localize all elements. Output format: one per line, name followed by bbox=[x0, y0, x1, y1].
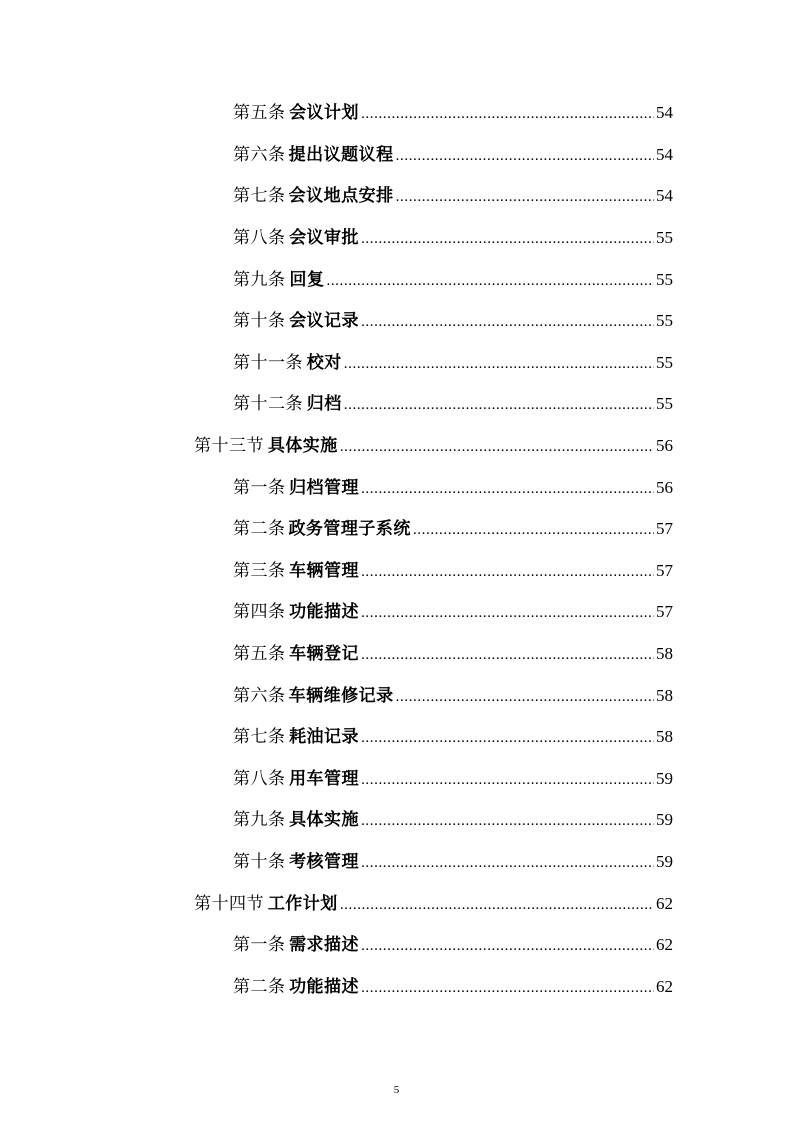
toc-entry-page: 55 bbox=[656, 352, 673, 372]
toc-entry-number: 第十四节 bbox=[194, 893, 264, 914]
toc-entry-page: 58 bbox=[656, 644, 673, 664]
toc-entry-title: 车辆管理 bbox=[289, 560, 360, 581]
toc-article-entry[interactable] bbox=[0, 714, 793, 756]
toc-entry-number: 第一条 bbox=[233, 477, 286, 498]
toc-entry-page: 55 bbox=[656, 311, 673, 331]
toc-entry-title: 考核管理 bbox=[289, 851, 360, 872]
toc-dot-leader bbox=[361, 481, 654, 498]
toc-dot-leader bbox=[396, 689, 654, 706]
toc-entry-title: 用车管理 bbox=[289, 768, 360, 789]
toc-entry-title: 校对 bbox=[306, 352, 342, 373]
toc-entry-title: 会议审批 bbox=[289, 228, 360, 249]
toc-dot-leader bbox=[361, 647, 654, 664]
toc-article-entry[interactable] bbox=[0, 631, 793, 673]
toc-entry-page: 58 bbox=[656, 727, 673, 747]
toc-article-entry[interactable] bbox=[0, 132, 793, 174]
toc-entry-title: 耗油记录 bbox=[289, 727, 360, 748]
toc-section-entry[interactable] bbox=[0, 880, 793, 922]
toc-entry-page: 55 bbox=[656, 394, 673, 414]
toc-dot-leader bbox=[361, 813, 654, 830]
toc-dot-leader bbox=[361, 938, 654, 955]
toc-article-entry[interactable] bbox=[0, 340, 793, 382]
toc-dot-leader bbox=[413, 522, 654, 539]
toc-entry-page: 56 bbox=[656, 436, 673, 456]
toc-article-entry[interactable] bbox=[0, 839, 793, 881]
toc-section-entry[interactable] bbox=[0, 423, 793, 465]
toc-dot-leader bbox=[340, 897, 654, 914]
toc-entry-page: 58 bbox=[656, 685, 673, 705]
toc-dot-leader bbox=[361, 772, 654, 789]
toc-entry-number: 第二条 bbox=[233, 976, 286, 997]
toc-article-entry[interactable] bbox=[0, 256, 793, 298]
toc-entry-page: 54 bbox=[656, 103, 673, 123]
toc-dot-leader bbox=[340, 439, 654, 456]
toc-article-entry[interactable] bbox=[0, 589, 793, 631]
toc-dot-leader bbox=[361, 106, 654, 123]
toc-dot-leader bbox=[361, 314, 654, 331]
toc-dot-leader bbox=[361, 605, 654, 622]
toc-entry-title: 会议记录 bbox=[289, 311, 360, 332]
toc-entry-number: 第一条 bbox=[233, 935, 286, 956]
toc-entry-number: 第十条 bbox=[233, 311, 286, 332]
toc-article-entry[interactable] bbox=[0, 963, 793, 1005]
toc-entry-title: 具体实施 bbox=[289, 810, 360, 831]
toc-entry-number: 第三条 bbox=[233, 560, 286, 581]
toc-entry-page: 57 bbox=[656, 602, 673, 622]
toc-entry-title: 回复 bbox=[289, 269, 325, 290]
toc-dot-leader bbox=[344, 397, 654, 414]
toc-entry-page: 55 bbox=[656, 228, 673, 248]
toc-entry-number: 第九条 bbox=[233, 810, 286, 831]
toc-entry-title: 车辆维修记录 bbox=[288, 685, 394, 706]
toc-entry-number: 第七条 bbox=[233, 186, 286, 207]
toc-entry-page: 54 bbox=[656, 144, 673, 164]
toc-dot-leader bbox=[361, 855, 654, 872]
toc-entry-number: 第十二条 bbox=[233, 394, 303, 415]
toc-entry-number: 第十一条 bbox=[233, 352, 303, 373]
toc-entry-title: 工作计划 bbox=[267, 893, 338, 914]
toc-entry-page: 57 bbox=[656, 560, 673, 580]
toc-article-entry[interactable] bbox=[0, 464, 793, 506]
toc-article-entry[interactable] bbox=[0, 173, 793, 215]
table-of-contents bbox=[0, 90, 793, 1005]
toc-entry-page: 55 bbox=[656, 269, 673, 289]
toc-entry-number: 第六条 bbox=[233, 144, 286, 165]
toc-dot-leader bbox=[361, 231, 654, 248]
toc-dot-leader bbox=[396, 189, 654, 206]
toc-entry-title: 功能描述 bbox=[289, 602, 360, 623]
toc-entry-number: 第四条 bbox=[233, 602, 286, 623]
toc-entry-title: 会议地点安排 bbox=[288, 186, 394, 207]
toc-entry-title: 会议计划 bbox=[289, 103, 360, 124]
toc-article-entry[interactable] bbox=[0, 298, 793, 340]
toc-article-entry[interactable] bbox=[0, 922, 793, 964]
toc-entry-title: 归档 bbox=[306, 394, 342, 415]
toc-entry-title: 功能描述 bbox=[289, 976, 360, 997]
toc-dot-leader bbox=[396, 148, 654, 165]
toc-article-entry[interactable] bbox=[0, 756, 793, 798]
toc-entry-number: 第九条 bbox=[233, 269, 286, 290]
toc-dot-leader bbox=[361, 730, 654, 747]
toc-entry-number: 第八条 bbox=[233, 768, 286, 789]
toc-entry-title: 具体实施 bbox=[267, 436, 338, 457]
toc-entry-number: 第十条 bbox=[233, 851, 286, 872]
toc-article-entry[interactable] bbox=[0, 506, 793, 548]
toc-entry-title: 政务管理子系统 bbox=[288, 519, 411, 540]
toc-article-entry[interactable] bbox=[0, 672, 793, 714]
toc-entry-page: 62 bbox=[656, 893, 673, 913]
toc-entry-title: 归档管理 bbox=[289, 477, 360, 498]
toc-article-entry[interactable] bbox=[0, 381, 793, 423]
toc-article-entry[interactable] bbox=[0, 215, 793, 257]
toc-entry-page: 59 bbox=[656, 810, 673, 830]
toc-entry-title: 车辆登记 bbox=[289, 644, 360, 665]
toc-entry-page: 59 bbox=[656, 851, 673, 871]
toc-dot-leader bbox=[326, 273, 654, 290]
toc-entry-title: 需求描述 bbox=[289, 935, 360, 956]
toc-entry-page: 56 bbox=[656, 477, 673, 497]
toc-entry-page: 62 bbox=[656, 935, 673, 955]
toc-article-entry[interactable] bbox=[0, 548, 793, 590]
toc-dot-leader bbox=[344, 356, 654, 373]
toc-entry-number: 第六条 bbox=[233, 685, 286, 706]
toc-entry-number: 第八条 bbox=[233, 228, 286, 249]
toc-entry-number: 第十三节 bbox=[194, 436, 264, 457]
page-number: 5 bbox=[393, 1084, 400, 1096]
toc-article-entry[interactable] bbox=[0, 90, 793, 132]
toc-entry-number: 第二条 bbox=[233, 519, 286, 540]
toc-entry-page: 54 bbox=[656, 186, 673, 206]
toc-entry-number: 第五条 bbox=[233, 644, 286, 665]
toc-entry-number: 第七条 bbox=[233, 727, 286, 748]
toc-dot-leader bbox=[361, 564, 654, 581]
toc-entry-page: 59 bbox=[656, 768, 673, 788]
toc-dot-leader bbox=[361, 980, 654, 997]
toc-entry-page: 62 bbox=[656, 976, 673, 996]
toc-entry-page: 57 bbox=[656, 519, 673, 539]
toc-article-entry[interactable] bbox=[0, 797, 793, 839]
toc-entry-number: 第五条 bbox=[233, 103, 286, 124]
toc-entry-title: 提出议题议程 bbox=[288, 144, 394, 165]
